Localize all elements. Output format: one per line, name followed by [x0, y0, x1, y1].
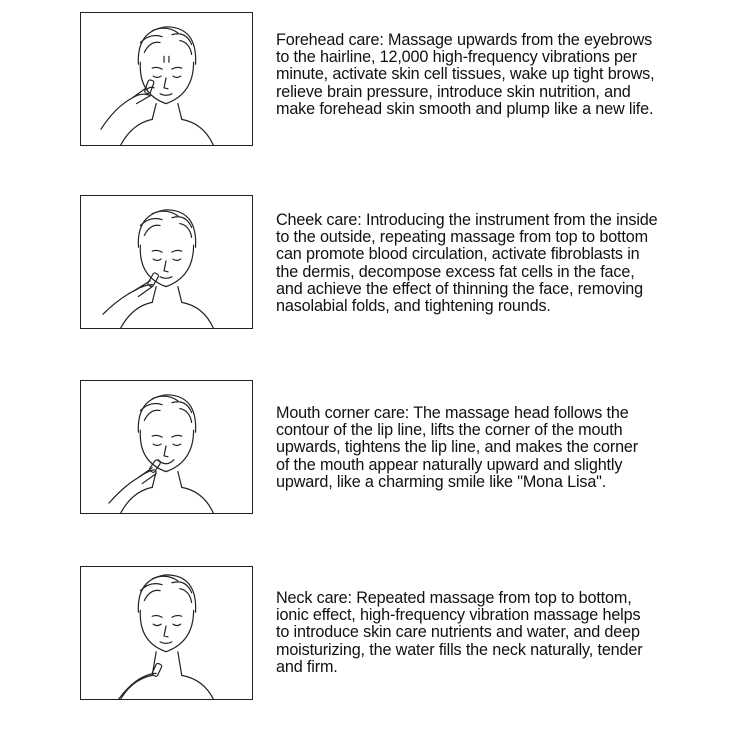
description-line: Forehead care: Massage upwards from the eyebrows: [276, 31, 653, 49]
description-line: Cheek care: Introducing the instrument from the inside: [276, 211, 658, 229]
description-line: and achieve the effect of thinning the face, removing: [276, 279, 644, 298]
description-line: Mouth corner care: The massage head follows the: [276, 404, 629, 422]
description-line: and firm.: [276, 657, 338, 676]
description-line: make forehead skin smooth and plump like a new life.: [276, 99, 654, 118]
neck-care-description: [276, 590, 716, 676]
description-line: can promote blood circulation, activate fibroblasts in: [276, 245, 640, 264]
forehead-care-illustration: [80, 12, 253, 146]
description-line: moisturizing, the water fills the neck naturally, tender: [276, 640, 643, 659]
description-line: minute, activate skin cell tissues, wake up tight brows,: [276, 65, 655, 84]
description-line: of the mouth appear naturally upward and slightly: [276, 455, 623, 474]
description-line: relieve brain pressure, introduce skin nutrition, and: [276, 82, 631, 101]
description-line: to the outside, repeating massage from top to bottom: [276, 228, 648, 247]
description-line: to the hairline, 12,000 high-frequency vibrations per: [276, 48, 637, 67]
description-line: the dermis, decompose excess fat cells in the face,: [276, 262, 635, 281]
cheek-care-illustration: [80, 195, 253, 329]
step-mouth-corner-care: [0, 380, 750, 530]
neck-care-illustration: [80, 566, 253, 700]
description-line: contour of the lip line, lifts the corner of the mouth: [276, 421, 623, 440]
description-line: to introduce skin care nutrients and water, and deep: [276, 623, 640, 642]
step-forehead-care: [0, 12, 750, 162]
description-line: ionic effect, high-frequency vibration massage helps: [276, 606, 641, 625]
cheek-care-description: [276, 212, 716, 315]
description-line: upward, like a charming smile like "Mona Lisa".: [276, 472, 607, 491]
mouth-corner-care-description: [276, 405, 716, 491]
description-line: upwards, tightens the lip line, and makes the corner: [276, 438, 639, 457]
mouth-corner-care-illustration: [80, 380, 253, 514]
description-line: Neck care: Repeated massage from top to bottom,: [276, 589, 632, 607]
description-line: nasolabial folds, and tightening rounds.: [276, 297, 551, 316]
forehead-care-description: [276, 32, 716, 118]
step-neck-care: [0, 566, 750, 716]
step-cheek-care: [0, 195, 750, 345]
